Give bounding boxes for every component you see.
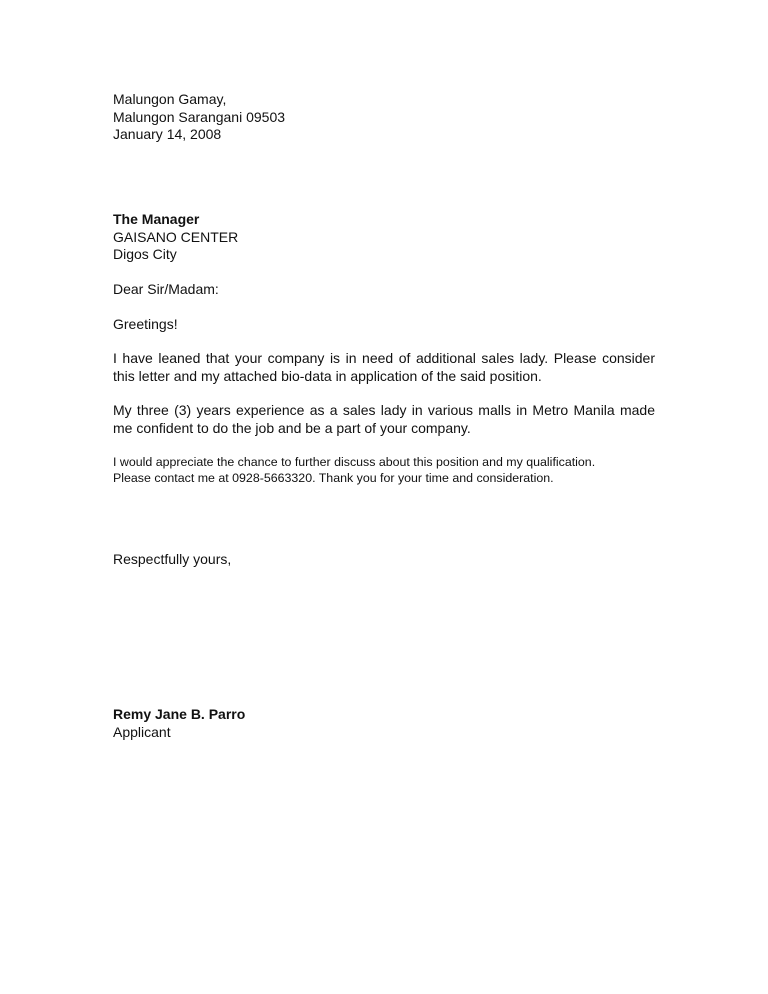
body-paragraph-1-text: I have leaned that your company is in need of additional sales lady. Please consider this letter and my attached bio-data in application of the said position. xyxy=(113,350,655,384)
signature-role: Applicant xyxy=(113,723,171,740)
body-paragraph-3 xyxy=(113,454,655,486)
recipient-title: The Manager xyxy=(113,211,200,227)
body-paragraph-2 xyxy=(113,402,655,437)
body-paragraph-3-line1: I would appreciate the chance to further discuss about this position and my qualification. xyxy=(113,455,596,469)
body-paragraph-3-text xyxy=(113,454,655,486)
greeting-text: Greetings! xyxy=(113,316,178,332)
closing xyxy=(113,551,655,569)
signature-name: Remy Jane B. Parro xyxy=(113,706,246,722)
body-paragraph-3-line2: Please contact me at 0928-5663320. Thank you for your time and consideration. xyxy=(113,471,554,485)
sender-address-block xyxy=(113,91,655,144)
sender-address-line2: Malungon Sarangani 09503 xyxy=(113,108,286,125)
closing-text: Respectfully yours, xyxy=(113,551,232,567)
signature-block xyxy=(113,706,655,741)
body-paragraph-1 xyxy=(113,350,655,385)
greeting xyxy=(113,316,655,334)
body-paragraph-2-text: My three (3) years experience as a sales lady in various malls in Metro Manila made me confident to do the job and be a part of your company. xyxy=(113,402,655,436)
salutation xyxy=(113,281,655,299)
sender-address-line1: Malungon Gamay, xyxy=(113,91,227,107)
recipient-company: GAISANO CENTER xyxy=(113,228,239,245)
recipient-city: Digos City xyxy=(113,246,177,262)
salutation-text: Dear Sir/Madam: xyxy=(113,281,219,297)
recipient-block xyxy=(113,211,655,264)
letter-date: January 14, 2008 xyxy=(113,126,222,142)
